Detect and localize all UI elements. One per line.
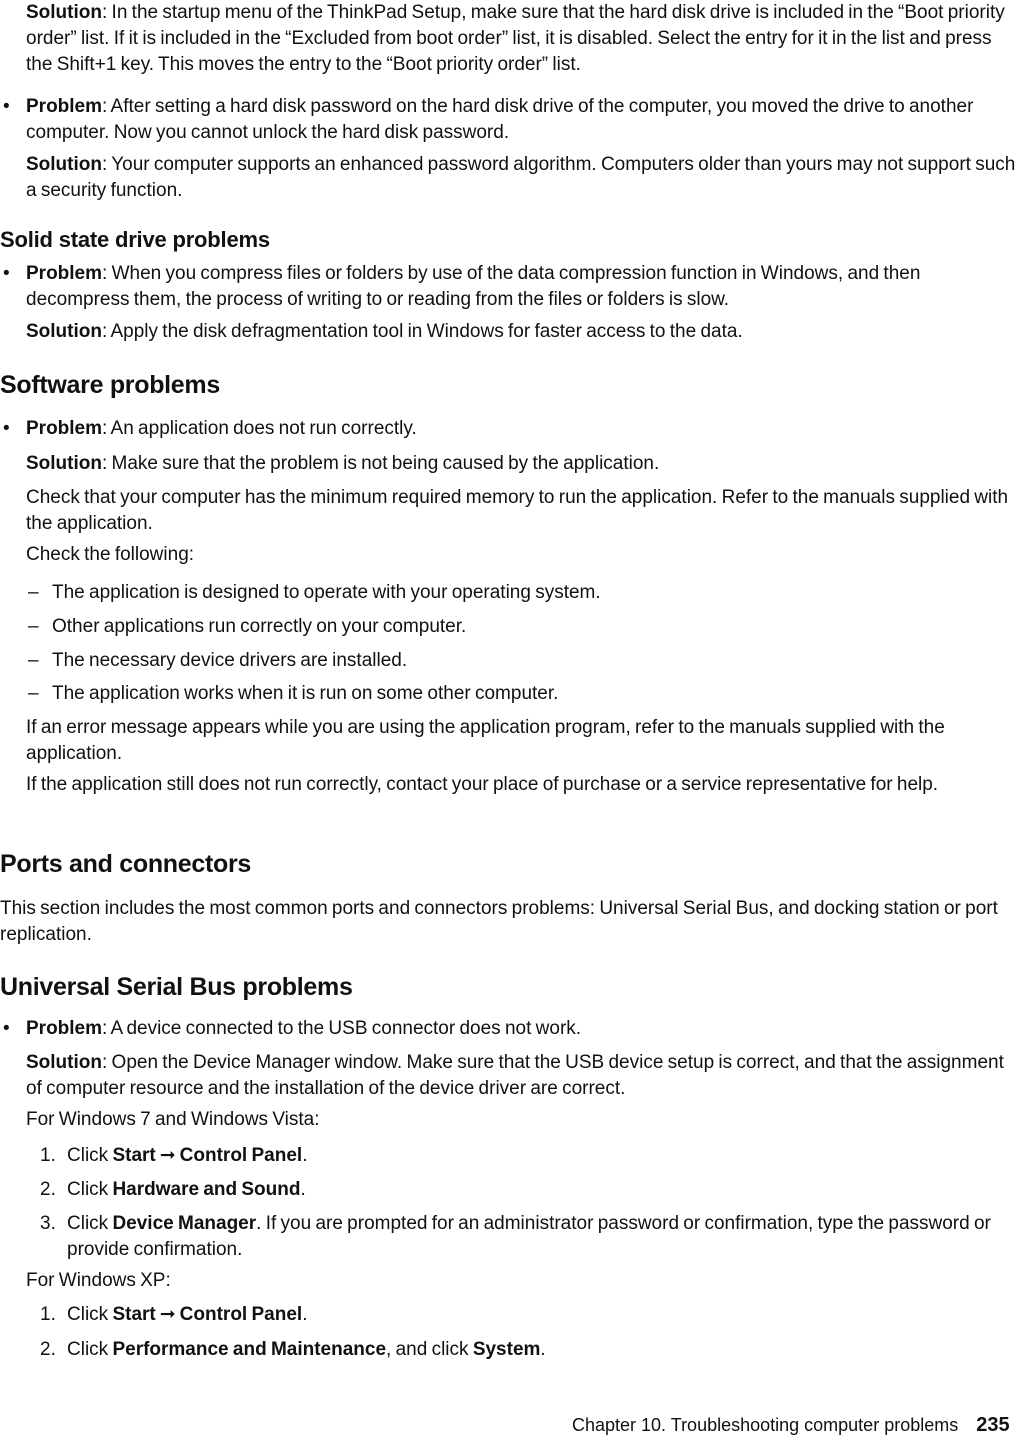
solution-label: Solution (26, 154, 102, 175)
usb-heading: Universal Serial Bus problems (0, 973, 353, 1001)
bullet-icon: • (3, 1018, 10, 1039)
solution-label: Solution (26, 321, 102, 342)
win7-step: 1. Click Start ➞ Control Panel. (0, 1143, 997, 1169)
software-problem-bullet (0, 416, 1016, 442)
solution-text: : Make sure that the problem is not being caused by the application. (101, 453, 660, 474)
page-number: 235 (976, 1414, 1010, 1436)
solution-text: : In the startup menu of the ThinkPad Setup, make sure that the hard disk drive is included in the “Boot priority order” list. If it is included in the “Excluded from boot order” list, it is disabled. Select the entry for it in the list and press the Shift+1 key. This moves the entry to the “Boot priority order” list. (26, 2, 1005, 75)
solution-text: : Apply the disk defragmentation tool in Windows for faster access to the data. (101, 321, 743, 342)
problem-label: Problem (26, 1018, 103, 1039)
memory-paragraph: Check that your computer has the minimum required memory to run the application. Refer to the manuals supplied with the application. (26, 487, 1009, 534)
winxp-step: 2. Click Performance and Maintenance, and click System. (40, 1339, 546, 1360)
ssd-problem-bullet (0, 261, 1016, 313)
winxp-step: 1. Click Start ➞ Control Panel. (0, 1302, 997, 1328)
page-footer (572, 1414, 1010, 1436)
bullet-icon: • (3, 96, 10, 117)
problem-text: : After setting a hard disk password on the hard disk drive of the computer, you moved the drive to another computer. Now you cannot unlock the hard disk password. (26, 96, 974, 143)
software-heading: Software problems (0, 371, 220, 399)
intro-problem-bullet (0, 94, 1016, 146)
dash-marker: – (28, 683, 39, 704)
problem-label: Problem (26, 96, 103, 117)
check-item: – The necessary device drivers are installed. (0, 648, 1012, 674)
win7-step: 3. Click Device Manager. If you are prompted for an administrator password or confirmation, type the password or provide confirmation. (40, 1213, 991, 1260)
check-following-paragraph: Check the following: (26, 544, 195, 565)
arrow-right-icon: ➞ (159, 1304, 176, 1325)
arrow-right-icon: ➞ (159, 1145, 176, 1166)
usb-solution-paragraph (0, 1050, 1016, 1102)
check-item: – The application is designed to operate with your operating system. (0, 580, 1012, 606)
still-not-run-paragraph: If the application still does not run correctly, contact your place of purchase or a service representative for help. (26, 774, 939, 795)
check-item: – Other applications run correctly on your computer. (0, 614, 1012, 640)
problem-text: : A device connected to the USB connector does not work. (102, 1018, 582, 1039)
problem-text: : When you compress files or folders by use of the data compression function in Windows, and then decompress them, the process of writing to or reading from the files or folders is slow. (26, 263, 921, 310)
ports-intro-paragraph: This section includes the most common ports and connectors problems: Universal Serial Bus, and docking station or port replication. (0, 898, 998, 945)
solution-label: Solution (26, 453, 102, 474)
ssd-solution-paragraph (0, 319, 1016, 345)
intro-solution2-paragraph (0, 152, 1016, 204)
solution-text: : Your computer supports an enhanced password algorithm. Computers older than yours may not support such a security function. (26, 154, 1016, 201)
chapter-title: Chapter 10. Troubleshooting computer problems (572, 1415, 959, 1435)
dash-marker: – (28, 582, 39, 603)
winxp-heading: For Windows XP: (26, 1270, 171, 1291)
problem-label: Problem (26, 418, 103, 439)
problem-text: : An application does not run correctly. (102, 418, 417, 439)
ports-heading: Ports and connectors (0, 850, 251, 878)
dash-marker: – (28, 616, 39, 637)
win7-step: 2. Click Hardware and Sound. (40, 1179, 306, 1200)
win7-heading: For Windows 7 and Windows Vista: (26, 1109, 320, 1130)
bullet-icon: • (3, 418, 10, 439)
dash-marker: – (28, 650, 39, 671)
software-solution-paragraph (0, 451, 1016, 477)
intro-solution-paragraph (0, 0, 1016, 78)
error-message-paragraph: If an error message appears while you are using the application program, refer to the manuals supplied with the application. (26, 717, 945, 764)
solution-label: Solution (26, 1052, 102, 1073)
solution-text: : Open the Device Manager window. Make sure that the USB device setup is correct, and that the assignment of computer resource and the installation of the device driver are correct. (26, 1052, 1004, 1099)
solution-label: Solution (26, 2, 102, 23)
check-item: – The application works when it is run on some other computer. (0, 681, 1012, 707)
problem-label: Problem (26, 263, 103, 284)
bullet-icon: • (3, 263, 10, 284)
usb-problem-bullet (0, 1016, 1016, 1042)
ssd-heading: Solid state drive problems (0, 227, 270, 252)
